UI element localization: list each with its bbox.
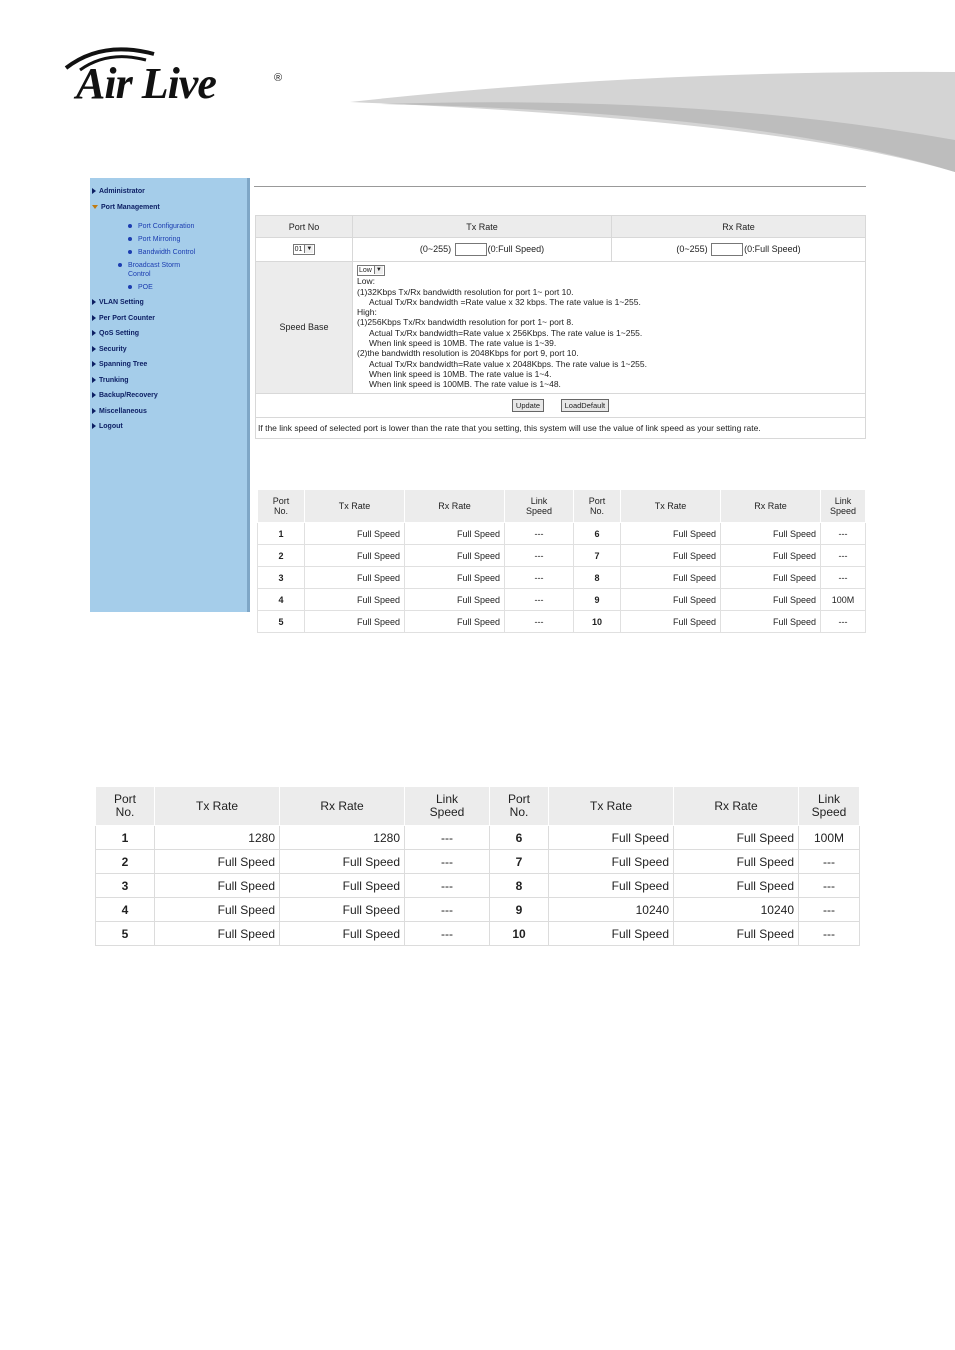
tx-rate-cell: Full Speed [155, 898, 280, 922]
tx-rate-cell: Full Speed [621, 611, 721, 633]
link-speed-cell: --- [405, 850, 490, 874]
header-tx-rate: Tx Rate [353, 216, 612, 238]
link-speed-cell: --- [799, 922, 860, 946]
sidebar-item-qos-setting[interactable]: QoS Setting [92, 330, 139, 337]
tx-rate-cell: 1280 [155, 826, 280, 850]
rx-rate-cell: Full Speed [405, 567, 505, 589]
link-speed-cell: --- [505, 523, 574, 545]
tx-rate-cell: Full Speed [305, 611, 405, 633]
link-speed-cell: --- [505, 545, 574, 567]
link-speed-cell: --- [405, 874, 490, 898]
arrow-right-icon [92, 346, 96, 352]
port-number-cell: 9 [490, 898, 549, 922]
tx-rate-cell: Full Speed [305, 589, 405, 611]
speed-base-label: Speed Base [256, 262, 353, 394]
tx-rate-cell: Full Speed [621, 567, 721, 589]
port-number-cell: 1 [96, 826, 155, 850]
table-row [258, 545, 866, 567]
sidebar-item-security[interactable]: Security [92, 346, 127, 353]
tx-rate-cell: Full Speed [305, 545, 405, 567]
link-speed-cell: --- [405, 826, 490, 850]
desc-line: Low: [357, 276, 375, 287]
link-speed-cell: --- [405, 898, 490, 922]
status-header-cell: Rx Rate [405, 490, 505, 523]
desc-line: Actual Tx/Rx bandwidth=Rate value x 2048Kbps. The rate value is 1~255. [369, 358, 647, 369]
rx-rate-cell: Full Speed [405, 589, 505, 611]
rx-rate-cell: Full Speed [280, 850, 405, 874]
status-header-cell: Link Speed [799, 787, 860, 826]
port-number-cell: 3 [96, 874, 155, 898]
tx-rate-cell: 10240 [549, 898, 674, 922]
sidebar-item-trunking[interactable]: Trunking [92, 377, 129, 384]
rx-rate-input[interactable] [711, 243, 743, 256]
tx-rate-cell: Full Speed [549, 826, 674, 850]
sidebar-subitem-poe[interactable]: POE [128, 283, 153, 292]
status-header-cell: Link Speed [405, 787, 490, 826]
tx-rate-cell: Full Speed [305, 523, 405, 545]
desc-line: When link speed is 10MB. The rate value is 1~39. [369, 338, 557, 349]
link-speed-cell: --- [505, 589, 574, 611]
port-number-cell: 6 [490, 826, 549, 850]
rx-rate-cell: Full Speed [674, 826, 799, 850]
sidebar-subitem-broadcast-storm-control[interactable]: Broadcast Storm Control [128, 261, 196, 279]
port-number-cell: 9 [574, 589, 621, 611]
status-header-cell: Rx Rate [280, 787, 405, 826]
link-speed-cell: --- [821, 523, 866, 545]
table-row [258, 567, 866, 589]
main-content [252, 178, 866, 627]
rx-rate-cell: Full Speed [405, 523, 505, 545]
tx-rate-cell: Full Speed [621, 523, 721, 545]
table-row [96, 898, 860, 922]
bullet-icon [118, 263, 122, 267]
status-header-cell: Tx Rate [621, 490, 721, 523]
status-header-cell: Link Speed [821, 490, 866, 523]
rx-rate-cell: 1280 [280, 826, 405, 850]
tx-rate-cell: Full Speed [155, 850, 280, 874]
link-speed-cell: --- [799, 898, 860, 922]
link-speed-cell: --- [505, 567, 574, 589]
arrow-right-icon [92, 315, 96, 321]
rx-rate-cell: Full Speed [721, 523, 821, 545]
rx-rate-cell: Full Speed [405, 611, 505, 633]
sidebar-item-port-management[interactable]: Port Management [92, 204, 160, 211]
web-ui-screenshot [90, 178, 866, 627]
tx-rate-cell: Full Speed [549, 874, 674, 898]
table-row [96, 850, 860, 874]
desc-line: Actual Tx/Rx bandwidth =Rate value x 32 kbps. The rate value is 1~255. [369, 296, 641, 307]
port-number-cell: 8 [490, 874, 549, 898]
rx-rate-cell: Full Speed [674, 874, 799, 898]
table-row [258, 611, 866, 633]
status-header-cell: Port No. [574, 490, 621, 523]
sidebar-item-logout[interactable]: Logout [92, 423, 123, 430]
sidebar-item-spanning-tree[interactable]: Spanning Tree [92, 361, 147, 368]
registered-mark: ® [274, 72, 283, 84]
tx-rate-cell: Full Speed [621, 545, 721, 567]
port-number-cell: 7 [574, 545, 621, 567]
link-speed-cell: --- [821, 545, 866, 567]
link-speed-cell: --- [799, 850, 860, 874]
tx-rate-input[interactable] [455, 243, 487, 256]
port-number-cell: 4 [96, 898, 155, 922]
arrow-right-icon [92, 330, 96, 336]
desc-line: High: [357, 307, 377, 318]
desc-line: (1)256Kbps Tx/Rx bandwidth resolution for port 1~ port 8. [357, 317, 574, 328]
tx-rate-cell: Full Speed [155, 922, 280, 946]
divider [254, 186, 866, 187]
port-number-cell: 7 [490, 850, 549, 874]
port-number-cell: 6 [574, 523, 621, 545]
update-button[interactable]: Update [512, 399, 544, 412]
link-speed-cell: --- [405, 922, 490, 946]
rx-rate-cell: Full Speed [405, 545, 505, 567]
rx-rate-cell: Full Speed [721, 589, 821, 611]
rx-rate-cell: Full Speed [674, 850, 799, 874]
arrow-right-icon [92, 377, 96, 383]
arrow-right-icon [92, 408, 96, 414]
port-number-cell: 3 [258, 567, 305, 589]
arrow-right-icon [92, 423, 96, 429]
arrow-right-icon [92, 361, 96, 367]
tx-rate-cell: Full Speed [549, 922, 674, 946]
table-row [258, 523, 866, 545]
speed-base-select[interactable]: Low ▼ [357, 265, 385, 276]
status-header-cell: Rx Rate [721, 490, 821, 523]
link-speed-note: If the link speed of selected port is lower than the rate that you setting, this system will use the value of link speed as your setting rate. [256, 417, 866, 438]
logo-wordmark: Air Live [76, 59, 216, 108]
dropdown-arrow-icon: ▼ [304, 245, 313, 253]
status-header-cell: Port No. [490, 787, 549, 826]
sidebar-item-administrator[interactable]: Administrator [92, 188, 145, 195]
sidebar-item-backup-recovery[interactable]: Backup/Recovery [92, 392, 158, 399]
rx-rate-cell: Full Speed [280, 874, 405, 898]
rx-rate-cell: Full Speed [721, 545, 821, 567]
sidebar-subitem-port-configuration[interactable]: Port Configuration [128, 222, 194, 231]
link-speed-cell: --- [821, 611, 866, 633]
bandwidth-status-table-example [95, 786, 860, 946]
rx-rate-cell: Full Speed [721, 611, 821, 633]
desc-line: Actual Tx/Rx bandwidth=Rate value x 256Kbps. The rate value is 1~255. [369, 327, 643, 338]
desc-line: When link speed is 10MB. The rate value is 1~4. [369, 368, 552, 379]
sidebar-subitem-port-mirroring[interactable]: Port Mirroring [128, 235, 180, 244]
status-header-cell: Tx Rate [549, 787, 674, 826]
rx-rate-cell: Full Speed [674, 922, 799, 946]
sidebar-subitem-bandwidth-control[interactable]: Bandwidth Control [128, 248, 195, 257]
desc-line: When link speed is 100MB. The rate value is 1~48. [369, 379, 561, 390]
rx-rate-cell: Full Speed [280, 898, 405, 922]
link-speed-cell: --- [821, 567, 866, 589]
sidebar [90, 178, 250, 612]
load-default-button[interactable]: LoadDefault [561, 399, 609, 412]
port-number-cell: 10 [574, 611, 621, 633]
tx-rate-cell: Full Speed [621, 589, 721, 611]
port-number-cell: 4 [258, 589, 305, 611]
tx-rate-cell: Full Speed [305, 567, 405, 589]
status-header-cell: Port No. [96, 787, 155, 826]
link-speed-cell: 100M [821, 589, 866, 611]
link-speed-cell: 100M [799, 826, 860, 850]
status-header-cell: Link Speed [505, 490, 574, 523]
dropdown-arrow-icon: ▼ [374, 266, 383, 274]
status-header-cell: Port No. [258, 490, 305, 523]
status-header-cell: Tx Rate [155, 787, 280, 826]
tx-rate-cell: Full Speed [155, 874, 280, 898]
bullet-icon [128, 224, 132, 228]
arrow-right-icon [92, 188, 96, 194]
bullet-icon [128, 285, 132, 289]
table-row [96, 922, 860, 946]
desc-line: (1)32Kbps Tx/Rx bandwidth resolution for port 1~ port 10. [357, 286, 574, 297]
port-number-cell: 5 [258, 611, 305, 633]
tx-rate-cell: Full Speed [549, 850, 674, 874]
table-row [258, 589, 866, 611]
sidebar-item-per-port-counter[interactable]: Per Port Counter [92, 315, 155, 322]
table-row [96, 874, 860, 898]
table-row [96, 826, 860, 850]
arrow-right-icon [92, 299, 96, 305]
port-number-cell: 1 [258, 523, 305, 545]
bullet-icon [128, 250, 132, 254]
link-speed-cell: --- [799, 874, 860, 898]
sidebar-item-vlan-setting[interactable]: VLAN Setting [92, 299, 144, 306]
arrow-right-icon [92, 392, 96, 398]
sidebar-item-miscellaneous[interactable]: Miscellaneous [92, 408, 147, 415]
port-number-cell: 5 [96, 922, 155, 946]
header-swoosh [0, 60, 955, 180]
bandwidth-control-form: Port No Tx Rate Rx Rate 01 ▼ (0~255) (0:Full Speed) (0~255) (0:Full Speed) Speed Base Low ▼ Low: (1)32Kbps Tx/Rx bandwidth resolution for port 1~ port 10. Actual Tx/Rx bandwidth =Rate value x 32 kbps. The rate value is 1~255. High: (1)256Kbps Tx/Rx bandwidth resolution for port 1~ port 8. Actual Tx/Rx bandwidth=Rate value x 256Kbps. The rate value is 1~255. When link speed is 10MB. The rate value is 1~39. (2)the bandwidth resolution is 2048Kbps for port 9, port 10. Actual Tx/Rx bandwidth=Rate value x 2048Kbps. The rate value is 1~255. When link speed is 10MB. The rate value is 1~4. When link speed is 100MB. The rate value is 1~48. Update LoadDefault If the link speed of selected port is lower than the rate that you setting, this system will use the value of link speed as your setting rate. [255, 215, 866, 439]
arrow-down-icon [92, 205, 98, 209]
link-speed-cell: --- [505, 611, 574, 633]
port-number-cell: 8 [574, 567, 621, 589]
status-header-cell: Tx Rate [305, 490, 405, 523]
rx-rate-cell: 10240 [674, 898, 799, 922]
rx-rate-cell: Full Speed [721, 567, 821, 589]
bandwidth-status-table [257, 489, 866, 633]
header-port-no: Port No [256, 216, 353, 238]
port-number-cell: 2 [258, 545, 305, 567]
desc-line: (2)the bandwidth resolution is 2048Kbps for port 9, port 10. [357, 348, 579, 359]
port-number-cell: 2 [96, 850, 155, 874]
rx-rate-cell: Full Speed [280, 922, 405, 946]
port-number-cell: 10 [490, 922, 549, 946]
header-rx-rate: Rx Rate [612, 216, 866, 238]
bullet-icon [128, 237, 132, 241]
port-select[interactable]: 01 ▼ [293, 244, 316, 255]
status-header-cell: Rx Rate [674, 787, 799, 826]
